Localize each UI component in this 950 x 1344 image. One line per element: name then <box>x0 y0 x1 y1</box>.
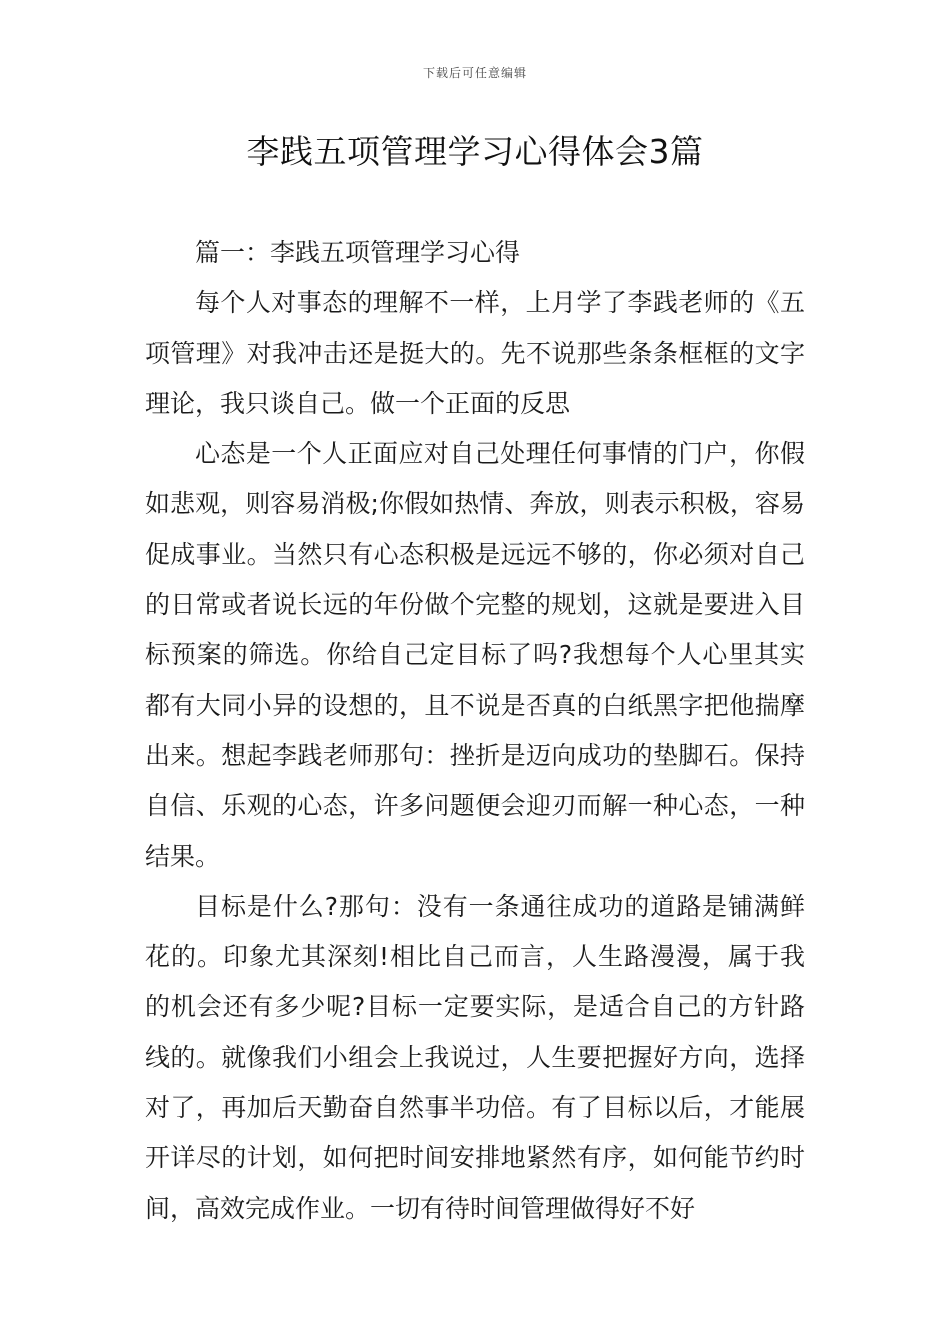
header-note: 下载后可任意编辑 <box>422 66 527 80</box>
document-body <box>145 228 805 1234</box>
document-title: 李践五项管理学习心得体会3篇 <box>246 132 704 171</box>
section-heading: 篇一：李践五项管理学习心得 <box>195 238 521 267</box>
paragraph: 目标是什么?那句：没有一条通往成功的道路是铺满鲜花的。印象尤其深刻!相比自己而言，人生路漫漫，属于我的机会还有多少呢?目标一定要实际，是适合自己的方针路线的。就像我们小组会上我说过，人生要把握好方向，选择对了，再加后天勤奋自然事半功倍。有了目标以后，才能展开详尽的计划，如何把时间安排地紧然有序，如何能节约时间，高效完成作业。一切有待时间管理做得好不好 <box>145 891 805 1223</box>
paragraph: 每个人对事态的理解不一样，上月学了李践老师的《五项管理》对我冲击还是挺大的。先不说那些条条框框的文字理论，我只谈自己。做一个正面的反思 <box>145 288 805 418</box>
paragraph: 心态是一个人正面应对自己处理任何事情的门户，你假如悲观，则容易消极;你假如热情、奔放，则表示积极，容易促成事业。当然只有心态积极是远远不够的，你必须对自己的日常或者说长远的年份做个完整的规划，这就是要进入目标预案的筛选。你给自己定目标了吗?我想每个人心里其实都有大同小异的设想的，且不说是否真的白纸黑字把他揣摩出来。想起李践老师那句：挫折是迈向成功的垫脚石。保持自信、乐观的心态，许多问题便会迎刃而解一种心态，一种结果。 <box>145 439 805 871</box>
